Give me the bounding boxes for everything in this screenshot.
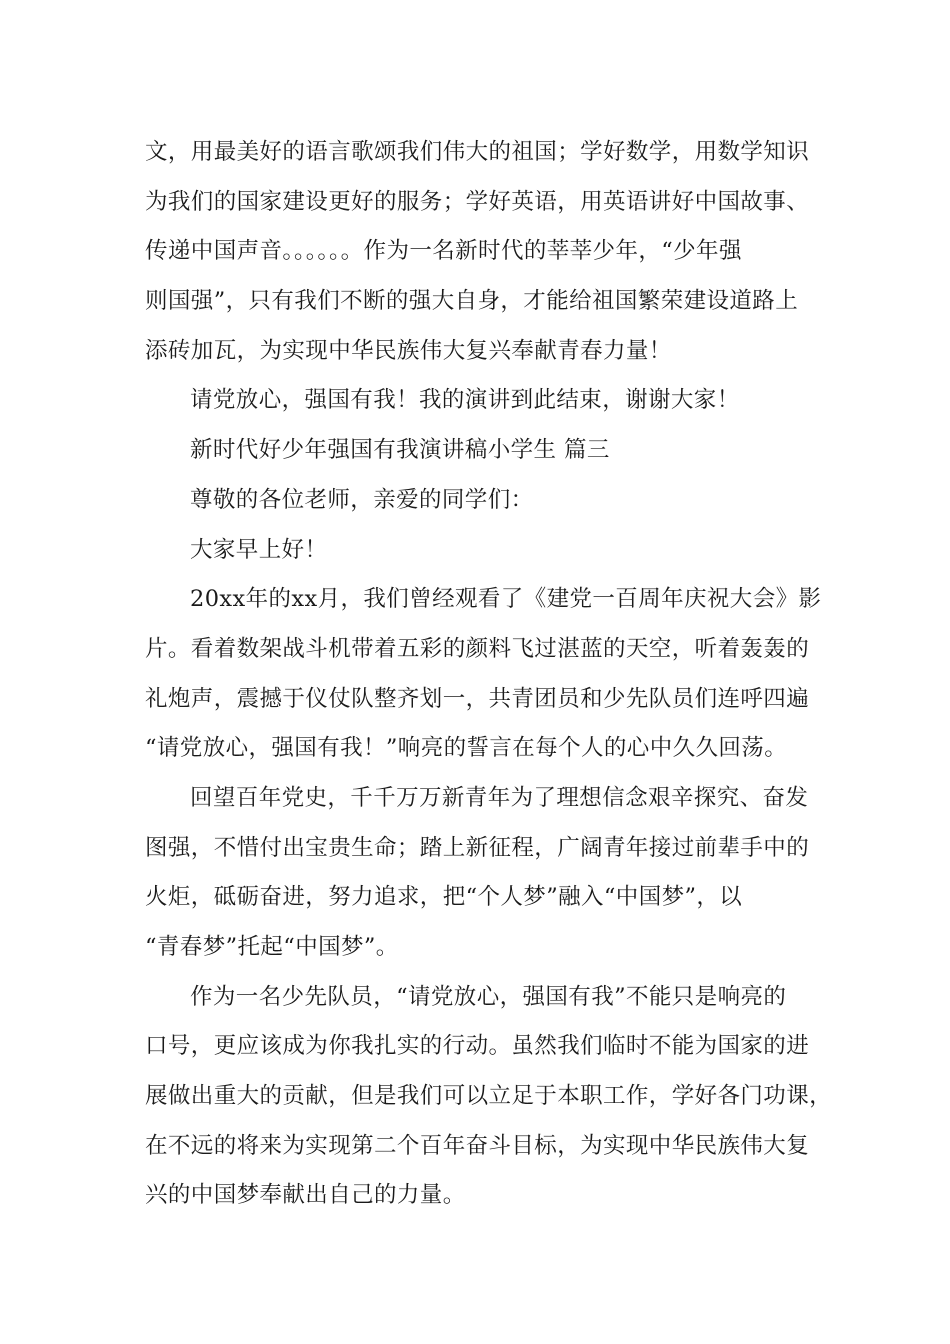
- text-line: 口号，更应该成为你我扎实的行动。虽然我们临时不能为国家的进: [145, 1033, 810, 1060]
- salutation: 尊敬的各位老师，亲爱的同学们：: [190, 486, 534, 513]
- document-body: [145, 128, 833, 1221]
- text-line: 火炬，砥砺奋进，努力追求，把“个人梦”融入“中国梦”，以: [145, 884, 743, 911]
- greeting: 大家早上好！: [190, 536, 328, 563]
- text-line: 回望百年党史，千千万万新青年为了理想信念艰辛探究、奋发: [190, 784, 809, 811]
- text-line: 20xx年的xx月，我们曾经观看了《建党一百周年庆祝大会》影: [190, 586, 822, 613]
- text-line: 片。看着数架战斗机带着五彩的颜料飞过湛蓝的天空，听着轰轰的: [145, 635, 810, 662]
- text-line: 为我们的国家建设更好的服务；学好英语，用英语讲好中国故事、: [145, 188, 810, 215]
- text-line: “青春梦”托起“中国梦”。: [145, 934, 399, 960]
- text-line: 在不远的将来为实现第二个百年奋斗目标，为实现中华民族伟大复: [145, 1132, 810, 1159]
- text-line: 请党放心，强国有我！我的演讲到此结束，谢谢大家！: [190, 387, 740, 414]
- text-line: 作为一名少先队员，“请党放心，强国有我”不能只是响亮的: [190, 983, 787, 1010]
- text-line: 传递中国声音。。。。。。作为一名新时代的莘莘少年，“少年强: [145, 238, 742, 265]
- text-line: 礼炮声，震撼于仪仗队整齐划一，共青团员和少先队员们连呼四遍: [145, 685, 810, 712]
- text-line: 添砖加瓦，为实现中华民族伟大复兴奉献青春力量！: [145, 337, 672, 364]
- text-line: “请党放心，强国有我！”响亮的誓言在每个人的心中久久回荡。: [145, 735, 788, 762]
- text-line: 兴的中国梦奉献出自己的力量。: [145, 1182, 466, 1209]
- text-line: 图强，不惜付出宝贵生命；踏上新征程，广阔青年接过前辈手中的: [145, 834, 810, 861]
- section-heading: 新时代好少年强国有我演讲稿小学生 篇三: [190, 437, 610, 464]
- text-line: 则国强”，只有我们不断的强大自身，才能给祖国繁荣建设道路上: [145, 288, 799, 315]
- text-line: 展做出重大的贡献，但是我们可以立足于本职工作，学好各门功课，: [145, 1083, 833, 1110]
- text-line: 文，用最美好的语言歌颂我们伟大的祖国；学好数学，用数学知识: [145, 139, 810, 165]
